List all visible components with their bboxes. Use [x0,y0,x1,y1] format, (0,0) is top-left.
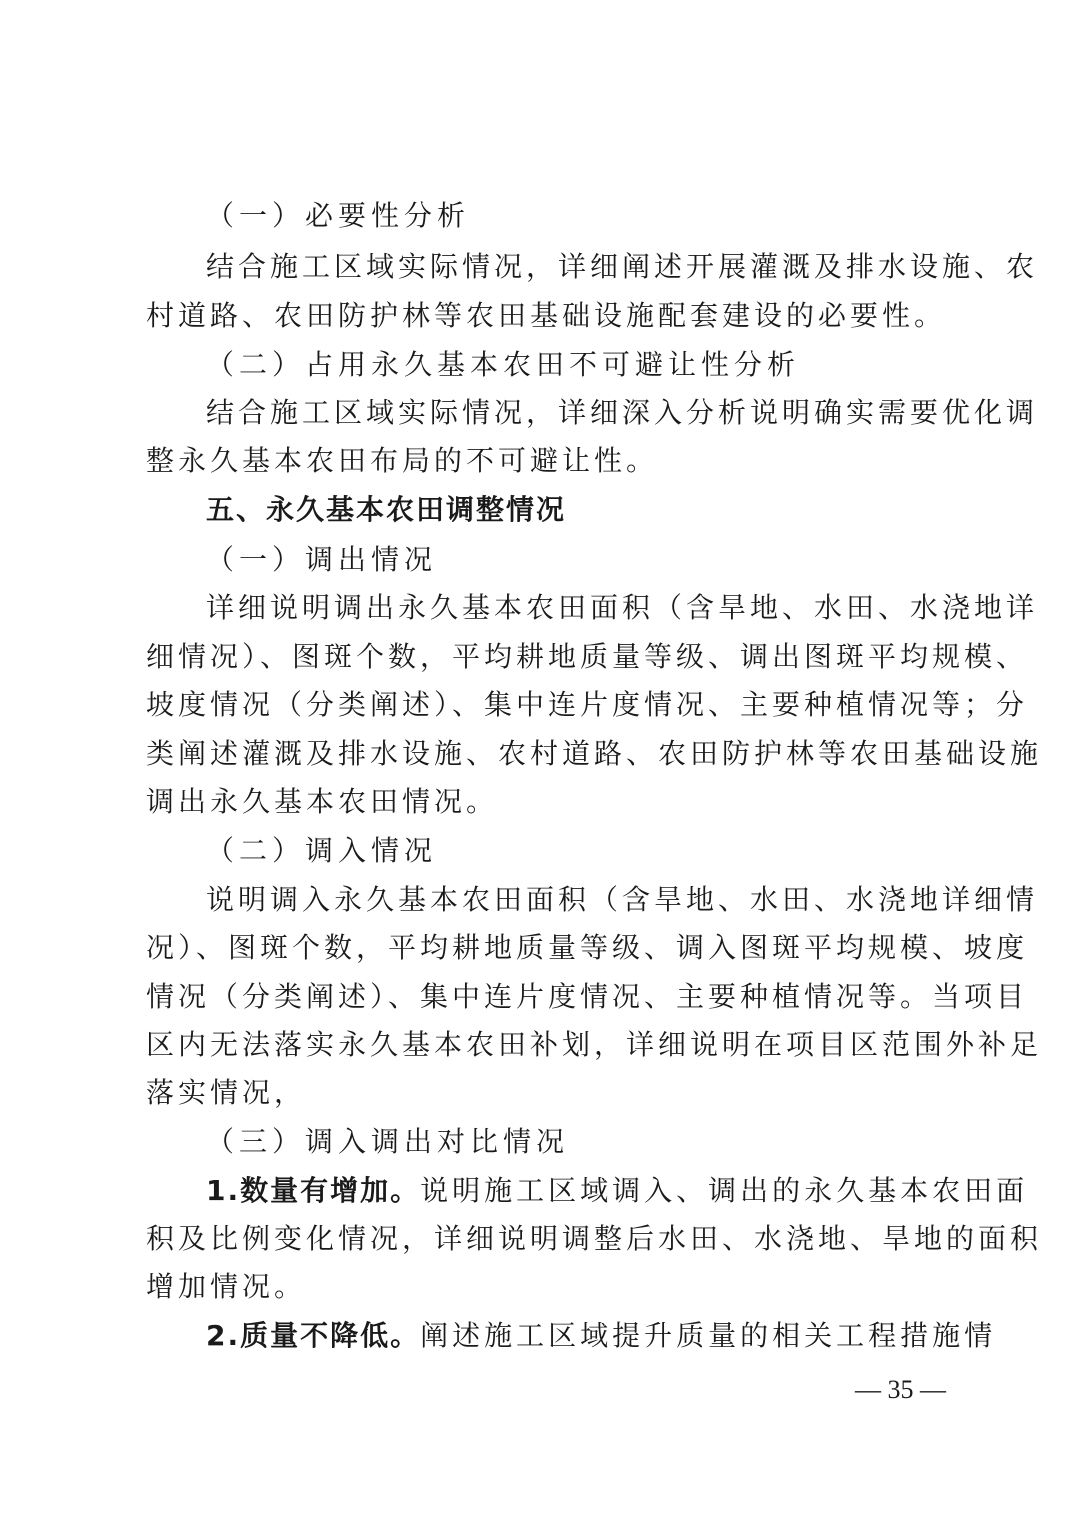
list-item-first-line [206,1316,997,1356]
section-heading: （三）调入调出对比情况 [206,1125,570,1158]
list-item-text: 阐述施工区域提升质量的相关工程措施情 [420,1319,997,1352]
paragraph-line: 说明调入永久基本农田面积（含旱地、水田、水浇地详细情 [206,883,1039,916]
paragraph-line: 区内无法落实永久基本农田补划，详细说明在项目区范围外补足 [146,1028,1043,1061]
paragraph-line: 坡度情况（分类阐述）、集中连片度情况、主要种植情况等；分 [146,688,1029,721]
section-heading: （一）必要性分析 [206,199,471,232]
list-item-text: 说明施工区域调入、调出的永久基本农田面 [420,1174,1029,1207]
paragraph-line: 详细说明调出永久基本农田面积（含旱地、水田、水浇地详 [206,591,1039,624]
paragraph-line: 结合施工区域实际情况，详细深入分析说明确实需要优化调 [206,396,1039,429]
paragraph-line: 落实情况， [146,1076,307,1109]
section-heading: （二）调入情况 [206,834,438,867]
paragraph-line: 积及比例变化情况，详细说明调整后水田、水浇地、旱地的面积 [146,1222,1043,1255]
paragraph-line: 整永久基本农田布局的不可避让性。 [146,444,659,477]
paragraph-line: 调出永久基本农田情况。 [146,785,499,818]
chapter-heading: 五、永久基本农田调整情况 [206,493,567,526]
list-item-lead: 1.数量有增加。 [206,1174,421,1207]
paragraph-line: 增加情况。 [146,1270,307,1303]
paragraph-line: 结合施工区域实际情况，详细阐述开展灌溉及排水设施、农 [206,250,1039,283]
section-heading: （二）占用永久基本农田不可避让性分析 [206,348,801,381]
page-number: — 35 — [855,1375,946,1404]
section-heading: （一）调出情况 [206,543,438,576]
paragraph-line: 村道路、农田防护林等农田基础设施配套建设的必要性。 [146,299,947,332]
paragraph-line: 况）、图斑个数，平均耕地质量等级、调入图斑平均规模、坡度 [146,931,1029,964]
paragraph-line: 细情况）、图斑个数，平均耕地质量等级、调出图斑平均规模、 [146,640,1029,673]
list-item-lead: 2.质量不降低。 [206,1319,421,1352]
paragraph-line: 情况（分类阐述）、集中连片度情况、主要种植情况等。当项目 [146,980,1029,1013]
list-item-first-line [206,1171,1029,1211]
paragraph-line: 类阐述灌溉及排水设施、农村道路、农田防护林等农田基础设施 [146,737,1043,770]
